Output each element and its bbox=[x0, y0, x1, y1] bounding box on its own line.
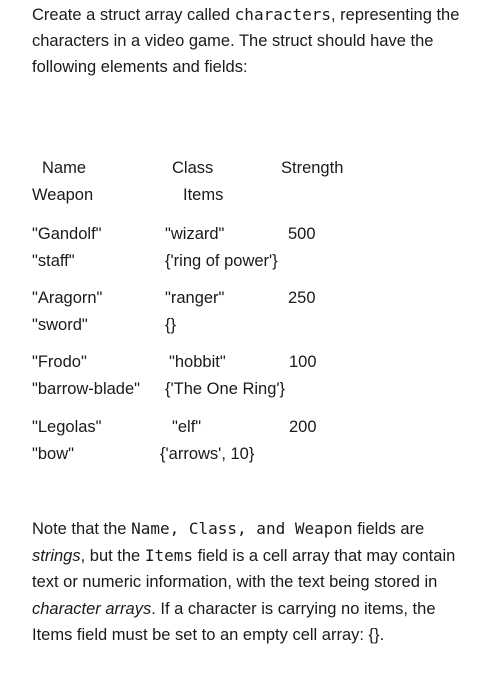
row-3-strength: 100 bbox=[289, 353, 317, 371]
row-1-name: "Gandolf" bbox=[32, 225, 102, 243]
row-1-strength: 500 bbox=[288, 225, 316, 243]
row-4-weapon: "bow" bbox=[32, 445, 74, 463]
row-3-items: {'The One Ring'} bbox=[165, 380, 286, 398]
row-1-weapon: "staff" bbox=[32, 252, 75, 270]
header-strength: Strength bbox=[281, 159, 344, 177]
header-items: Items bbox=[183, 186, 224, 204]
row-1-class: "wizard" bbox=[165, 225, 225, 243]
header-weapon: Weapon bbox=[32, 186, 94, 204]
note-italic-char-arrays: character arrays bbox=[32, 599, 152, 618]
row-2-strength: 250 bbox=[288, 289, 316, 307]
intro-text-2: , representing the characters in a video game. The struct should have the following elements and fields: bbox=[32, 6, 460, 76]
row-4-items: {'arrows', 10} bbox=[160, 445, 255, 463]
intro-text-1: Create a struct array called bbox=[32, 6, 235, 24]
row-2-items: {} bbox=[165, 316, 177, 334]
row-4-name: "Legolas" bbox=[32, 418, 102, 436]
row-4-class: "elf" bbox=[172, 418, 202, 436]
note-text-4: field is a cell array that may contain text or numeric information, with the text being stored in bbox=[32, 546, 456, 591]
note-text-1: Note that the bbox=[32, 520, 132, 538]
header-name: Name bbox=[42, 159, 87, 177]
note-italic-strings: strings bbox=[32, 546, 81, 565]
note-code-fields: Name, Class, and Weapon bbox=[131, 519, 353, 538]
struct-name-code: characters bbox=[234, 5, 331, 24]
note-text-5: . If a character is carrying no items, the Items field must be set to an empty cell array: {}. bbox=[32, 599, 436, 644]
row-3-name: "Frodo" bbox=[32, 353, 87, 371]
row-1-items: {'ring of power'} bbox=[165, 252, 278, 270]
note-code-items: Items bbox=[144, 545, 193, 565]
header-class: Class bbox=[172, 159, 214, 177]
note-text-2: fields are bbox=[352, 520, 425, 538]
row-4-strength: 200 bbox=[289, 418, 317, 436]
row-2-class: "ranger" bbox=[165, 289, 225, 307]
explanation-note bbox=[32, 516, 472, 649]
note-text-3: , but the bbox=[80, 546, 145, 565]
row-2-name: "Aragorn" bbox=[32, 289, 103, 307]
row-2-weapon: "sword" bbox=[32, 316, 88, 334]
row-3-weapon: "barrow-blade" bbox=[32, 380, 141, 398]
row-3-class: "hobbit" bbox=[169, 353, 226, 371]
